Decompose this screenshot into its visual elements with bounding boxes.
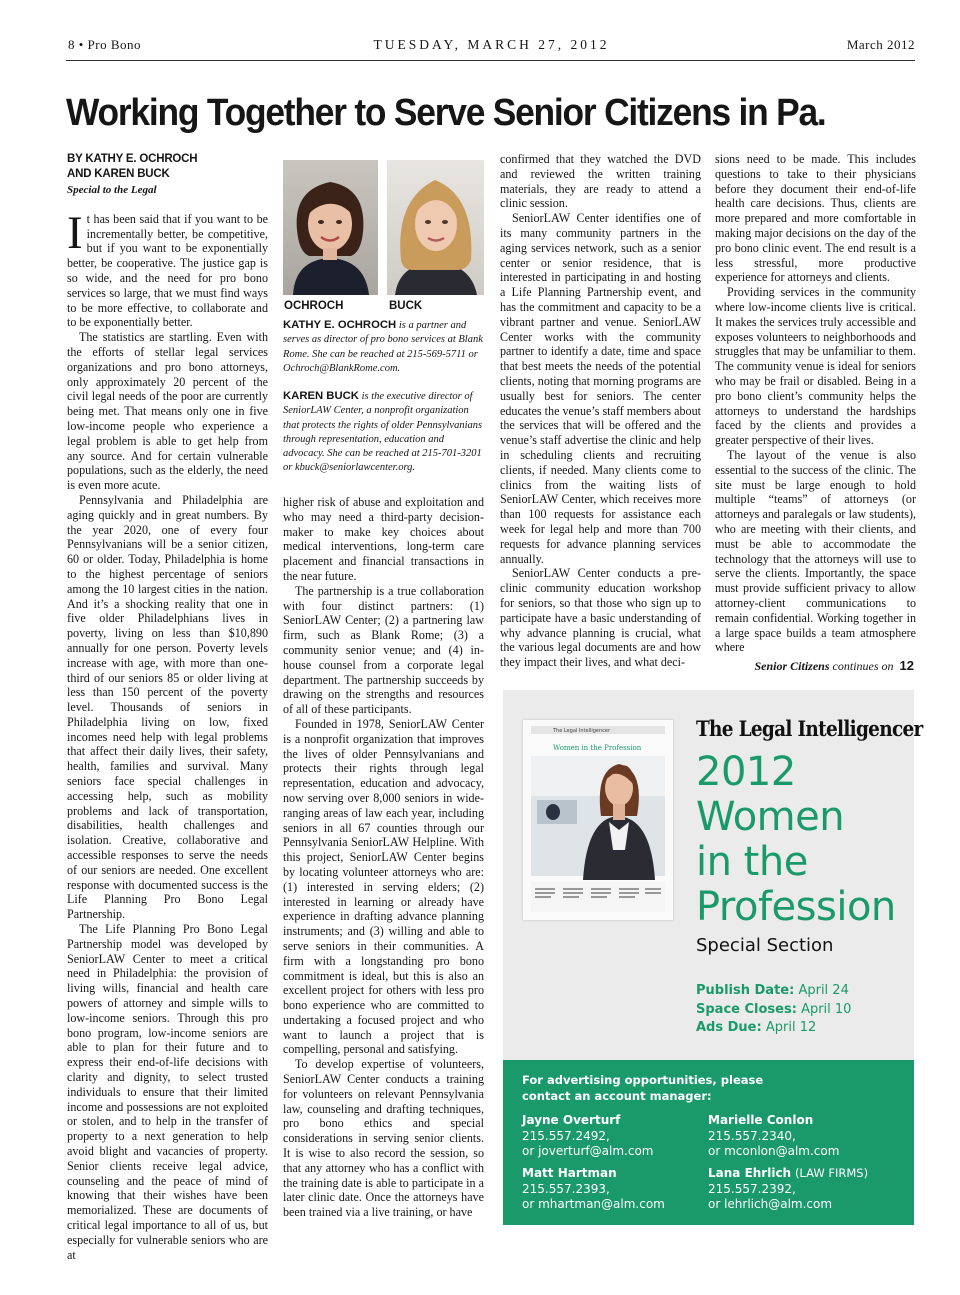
contact-card [708,1113,839,1160]
column-3 [500,152,701,670]
ads-due-row [696,1019,851,1038]
cover-title: Women in the Profession [553,744,642,752]
col1-paragraph-1-text: t has been said that if you want to be incrementally better, be competitive, but if you want to be exponentially better, be cooperative. The justice gap is so wide, and the need for pro bono services so large, that we must find ways to be more effective, to collaborate and to be exponentially better. [67,211,268,330]
space-closes-value: April 10 [801,1001,852,1017]
contact-card [522,1166,665,1213]
contact-card [522,1113,653,1160]
ad-headline-line2: Women [696,794,845,840]
contact-name: Matt Hartman [522,1166,617,1180]
buck-caption: BUCK [389,300,423,312]
contact-name: Jayne Overturf [522,1113,621,1127]
byline-author-2: AND KAREN BUCK [67,167,170,180]
issue-month: March 2012 [846,37,915,52]
col1-paragraph-1 [67,206,268,330]
col4-paragraph-1: sions need to be made. This includes questions to take to their physicians before they document their end-of-life health care decisions. Thus, clients are more prepared and more comfortable in making major decisions on the day of the pro bono clinic event. The end result is a less stressful, more productive experience for attorneys and clients. [715,152,916,285]
continues-page: 12 [899,658,914,673]
buck-bio [283,389,483,476]
ochroch-photo [283,160,378,295]
page-section-label: 8 • Pro Bono [68,37,142,52]
continues-topic: Senior Citizens [754,659,830,673]
continues-jump [755,658,915,674]
space-closes-label: Space Closes: [696,1001,797,1017]
contact-phone: 215.557.2392, [708,1181,796,1196]
page-header [68,37,915,55]
column-4 [715,152,916,655]
drop-cap: I [67,206,83,259]
publish-date-value: April 24 [798,983,849,998]
ad-dates [696,982,851,1038]
ad-headline-year: 2012 [696,749,796,795]
column-1 [67,152,268,1262]
col1-paragraph-3: Pennsylvania and Philadelphia are aging quickly and in great numbers. By the year 2020, one of every four Pennsylvanians will be a senior citizen, 60 or older. Today, Philadelphia is home to the highest percentage of seniors among the 10 largest cities in the nation. And it’s a shocking reality that one in five older Philadelphians lives in poverty, living on less than $10,890 annually for one person. Poverty levels increase with age, with more than one-third of our seniors 85 or older living at less than 150 percent of the poverty level. Thousands of seniors in Philadelphia living on low, fixed incomes need help with legal problems that affect their daily lives, their safety, health, families and survival. Many seniors face special challenges in accessing help, such as mobility problems and lack of transportation, disabilities, health challenges and isolation. Creative, collaborative and accessible responses to serve the needs of our seniors are needed. One excellent response with documented success is the Life Planning Pro Bono Legal Partnership. [67,492,268,922]
article-headline: Working Together to Serve Senior Citizens in Pa. [66,92,826,134]
byline-special: Special to the Legal [67,184,157,196]
contact-phone: 215.557.2340, [708,1128,796,1143]
ochroch-portrait-image [283,160,378,295]
contact-card [708,1166,868,1213]
continues-text: continues on [832,659,894,673]
ad-contact-intro [522,1072,763,1104]
ads-due-value: April 12 [765,1020,817,1035]
contact-email[interactable]: or mhartman@alm.com [522,1197,665,1211]
contact-email[interactable]: or lehrlich@alm.com [708,1197,833,1211]
ad-cover-thumbnail [523,720,673,920]
publish-date-row [696,982,851,1001]
byline [67,152,268,181]
col2-paragraph-4: To develop expertise of volunteers, SeniorLAW Center conducts a training for volunteers on relevant Pennsylvania law, counseling and drafting techniques, pro bono ethics and special considerations in serving senior clients. It is wise to also record the session, so that any attorney who has a conflict with the training date is able to participate in a later clinic date. Once the attorneys have been trained via a live training, or have [283,1057,484,1220]
col2-paragraph-2: The partnership is a true collaboration with four distinct partners: (1) SeniorLAW Center; (2) a partnering law firm, such as Blank Rome; (3) a community senior venue; and (4) in-house counsel from a corporate legal department. The partnership succeeds by drawing on the strengths and resources of all of these participants. [283,583,484,717]
col1-paragraph-2: The statistics are startling. Even with the efforts of stellar legal services organizations and pro bono attorneys, only approximately 20 percent of the civil legal needs of the poor are currently being met. That means only one in five low-income people who experience a legal problem is able to get help from any source. And for certain vulnerable populations, such as the elderly, the need is even more acute. [67,330,268,493]
buck-bio-text: is the executive director of SeniorLAW Center, a nonprofit organization that protects the rights of older Pennsylvanians through representation, education and advocacy. She can be reached at 215-701-3201 or kbuck@seniorlawcenter.org. [283,391,483,474]
buck-portrait-image [387,160,484,295]
col2-paragraph-3: Founded in 1978, SeniorLAW Center is a nonprofit organization that improves the lives of older Pennsylvanians and protects their rights through legal representation, education and advocacy, now serving over 8,000 seniors in wide-ranging areas of law each year, including seniors in all 67 counties through our Pennsylvania SeniorLAW Helpline. With this project, SeniorLAW Center begins by locating volunteer attorneys who are: (1) interested in serving elders; (2) interested in learning or already have experience in drafting advance planning instruments; and (3) willing and able to serve seniors in their communities. A firm with a longstanding pro bono commitment is ideal, but this is also an excellent project for others with less pro bono experience who are committed to undertaking a focused project and who want to launch a project that is compelling, personal and satisfying. [283,716,484,1057]
ad-contact-intro-line2: contact an account manager: [522,1089,712,1103]
special-section-ad [503,690,923,1225]
ad-special-section: Special Section [696,935,834,956]
col3-paragraph-3: SeniorLAW Center conducts a pre-clinic community education workshop for seniors, so that those who sign up to participate have a basic understanding of why advance planning is crucial, what the various legal documents are and how they impact their lives, and what deci- [500,566,701,670]
contact-phone: 215.557.2492, [522,1128,610,1143]
ochroch-bio-name: KATHY E. OCHROCH [283,319,397,331]
space-closes-row [696,1001,851,1020]
contact-tag: (LAW FIRMS) [794,1166,869,1180]
byline-author-1: BY KATHY E. OCHROCH [67,153,198,165]
ad-headline [696,750,896,930]
contact-email[interactable]: or mconlon@alm.com [708,1144,840,1158]
contact-name-row [708,1166,868,1182]
contact-name: Lana Ehrlich [708,1166,792,1180]
column-2 [283,495,484,1220]
ad-contact-intro-line1: For advertising opportunities, please [522,1073,764,1087]
ochroch-bio-text: is a partner and serves as director of pro bono services at Blank Rome. She can be reached at 215-569-5711 or Ochroch@BlankRome.com. [283,320,483,374]
col3-paragraph-2: SeniorLAW Center identifies one of its many community partners in the aging services network, such as a senior center or senior residence, that is interested in participating in and hosting a Life Planning Partnership event, and has the commitment and capacity to be a vibrant partner and venue. SeniorLAW Center works with the community partner to identify a date, time and space that best meets the needs of the potential clients, noting that morning programs are usually best for seniors. The center educates the venue’s staff members about the services that will be offered and the venue’s staff advertise the clinic and help in scheduling clients and recruiting clients, if needed. Many clients come to clinics from the waiting lists of SeniorLAW Center, which receives more than 100 requests for assistance each week for legal help and more than 700 requests for advance planning services annually. [500,211,701,566]
ad-headline-line4: Profession [696,884,896,930]
contact-name: Marielle Conlon [708,1113,814,1127]
col4-paragraph-3: The layout of the venue is also essential to the success of the clinic. The site must be large enough to hold multiple “teams” of attorneys (or attorneys and paralegals or law students), who are meeting with their clients, and must be able to accommodate the technology that the attorneys will use to serve the clients. Importantly, the space must provide sufficient privacy to allow attorney-client communications to remain confidential. Working together in a large space builds a team atmosphere where [715,447,916,655]
ochroch-bio [283,318,483,376]
contact-phone: 215.557.2393, [522,1181,610,1196]
legal-intelligencer-logo: The Legal Intelligencer [696,716,923,741]
issue-date: TUESDAY, MARCH 27, 2012 [373,37,610,52]
magazine-cover-image [523,720,673,920]
col1-paragraph-4: The Life Planning Pro Bono Legal Partnership model was developed by SeniorLAW Center to meet a critical need in Philadelphia: the provision of living wills, financial and health care powers of attorney and simple wills to low-income seniors. Through this pro bono program, low-income seniors are able to plan for their future and to express their end-of-life decisions with clarity and dignity, to select trusted individuals to ensure that their limited income and possessions are not exploited or stolen, and to help in the transfer of property to a next generation to help avoid blight and vacancies of property. Senior clients receive legal advice, counseling and the peace of mind of knowing that their wishes have been memorialized. These are documents of critical legal importance to all of us, but especially for vulnerable seniors who are at [67,922,268,1262]
ad-headline-line3: in the [696,839,808,885]
ad-contact-panel [503,1060,914,1225]
col4-paragraph-2: Providing services in the community where low-income clients live is critical. It makes the services truly accessible and exposes volunteers to neighborhoods and struggles that may be unfamiliar to them. The community venue is ideal for seniors who may be frail or disabled. Being in a pro bono client’s community helps the attorneys to understand the hardships faced by the clients and provides a greater perspective of their lives. [715,285,916,448]
buck-photo [387,160,484,295]
col3-paragraph-1: confirmed that they watched the DVD and reviewed the written training materials, they are ready to attend a clinic session. [500,152,701,211]
ads-due-label: Ads Due: [696,1020,762,1035]
contact-email[interactable]: or joverturf@alm.com [522,1144,654,1158]
ochroch-caption: OCHROCH [284,300,344,312]
col2-paragraph-1: higher risk of abuse and exploitation and who may need a third-party decision-maker to make key choices about medical interventions, long-term care placement and financial transactions in the near future. [283,495,484,583]
publish-date-label: Publish Date: [696,983,795,998]
header-rule [66,60,915,61]
buck-bio-name: KAREN BUCK [283,390,359,402]
svg-text:The Legal Intelligencer: The Legal Intelligencer [553,728,611,734]
